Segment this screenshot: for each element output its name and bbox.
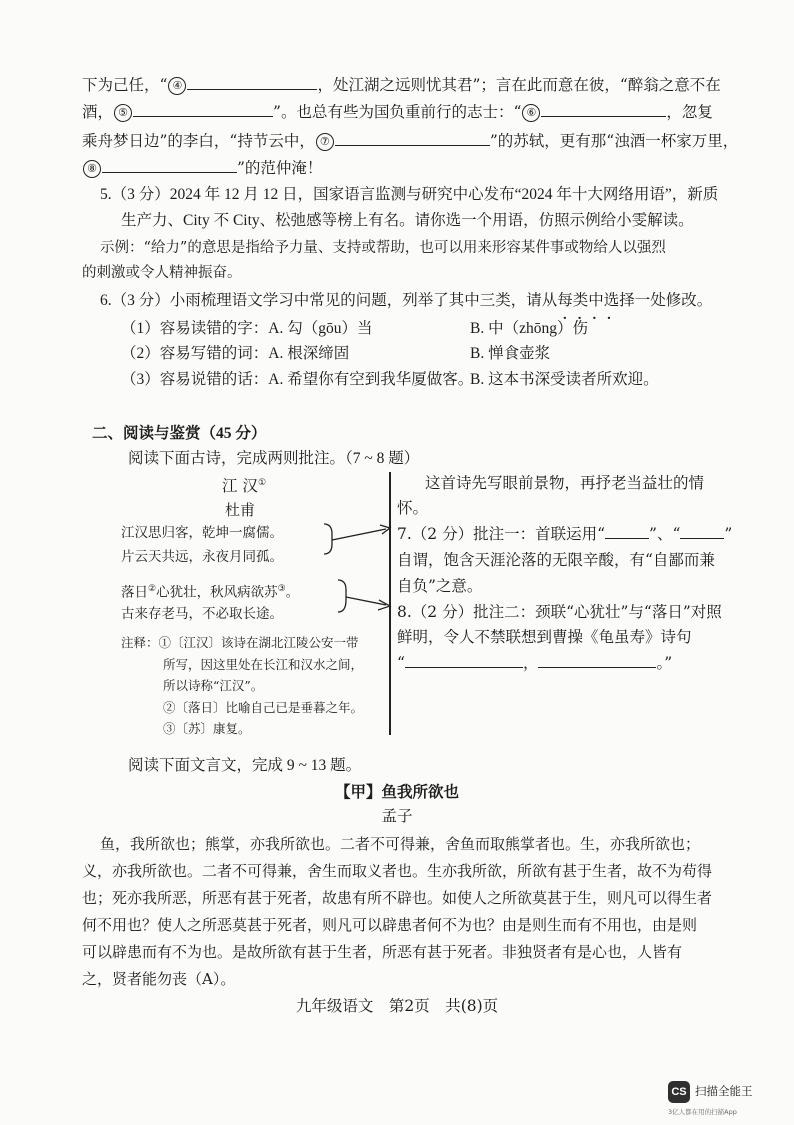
text: ”的苏轼，更有那“浊酒一杯家万里，: [489, 132, 739, 150]
text: “: [397, 654, 405, 672]
q6-row2-a: （2）容易写错的词：A. 根深缔固: [121, 345, 350, 362]
text: 乘舟梦日边”的李白，“持节云中，: [82, 132, 315, 150]
bracket-arrows: [320, 520, 400, 630]
annotation-intro-1: 这首诗先写眼前景物，再抒老当益壮的情: [425, 474, 705, 492]
brace-1: [324, 524, 332, 554]
section-heading: 二、阅读与鉴赏（45 分）: [92, 425, 267, 442]
poem-title: [222, 474, 266, 496]
poem-line-3: [121, 578, 299, 604]
q7-blank-1[interactable]: [605, 524, 649, 539]
classical-p5: 可以辟患而有不为也。是故所欲有甚于生者，所恶有甚于死者。非独贤者有是心也，人皆有: [82, 943, 683, 961]
fill-line-4: [82, 157, 714, 179]
q7-line-2: 自谓，饱含天涯沦落的无限辛酸，有“自鄙而兼: [397, 551, 715, 569]
poem-note-2: ②〔落日〕比喻自己已是垂暮之年。: [163, 700, 364, 715]
blank-number-6: ⑥: [522, 104, 540, 122]
fill-line-3: [82, 130, 739, 152]
watermark-name: 扫描全能王: [695, 1084, 753, 1098]
q5-example-1: 示例：“给力”的意思是指给予力量、支持或帮助，也可以用来形容某件事或物给人以强烈: [100, 240, 666, 256]
footnote-mark: ①: [257, 477, 267, 488]
text: ，忽复: [666, 103, 713, 121]
text: 。: [285, 584, 300, 601]
text: 。”: [656, 654, 673, 672]
q7-blank-2[interactable]: [680, 524, 724, 539]
q8-line-3: [397, 650, 702, 677]
classical-intro: 阅读下面文言文，完成 9 ~ 13 题。: [128, 757, 362, 774]
q8-line-2: 鲜明，令人不禁联想到曹操《龟虽寿》诗句: [397, 628, 692, 646]
q5-example-2: 的刺激或令人精神振奋。: [82, 265, 242, 281]
scanner-watermark: [668, 1077, 780, 1119]
text: 心犹壮，秋风病欲苏: [156, 584, 278, 601]
camscanner-logo-icon: CS: [668, 1081, 690, 1103]
blank-8[interactable]: [102, 158, 237, 173]
classical-title: 【甲】鱼我所欲也: [334, 784, 459, 801]
blank-number-4: ④: [168, 77, 186, 95]
q6-row1-b: B. 中（zhōng）伤: [470, 320, 588, 337]
divider-line: [389, 472, 391, 735]
poem-author: 杜甫: [225, 501, 256, 519]
text: 7.（2 分）批注一：首联运用“: [397, 525, 606, 543]
poem-note-1c: 所以诗称“江汉”。: [163, 678, 264, 693]
blank-number-5: ⑤: [114, 104, 132, 122]
q6-row3-b: B. 这本书深受读者所欢迎。: [470, 371, 659, 388]
footnote-mark: ③: [277, 584, 286, 594]
q7-line-1: [397, 521, 733, 548]
text: ，: [522, 654, 539, 672]
q6-row3-a: （3）容易说错的话：A. 希望你有空到我华厦做客。: [121, 371, 474, 388]
emphasis-dots: ····: [562, 308, 621, 329]
annotation-intro-2: 怀。: [397, 499, 429, 517]
classical-p4: 何不用也？使人之所恶莫甚于死者，则凡可以辟患者何不为也？由是则生而有不用也，由是则: [82, 916, 698, 934]
blank-number-8: ⑧: [83, 160, 101, 178]
text: ，处江湖之远则忧其君”；言在此而意在彼，“醉翁之意不在: [317, 76, 721, 94]
fill-line-2: [82, 101, 714, 123]
page-footer: 九年级语文 第2页 共(8)页: [295, 997, 499, 1015]
poem-line-4: 古来存老马，不必取长途。: [121, 606, 283, 622]
blank-5[interactable]: [133, 102, 273, 117]
classical-p1: 鱼，我所欲也；熊掌，亦我所欲也。二者不可得兼，舍鱼而取熊掌者也。生，亦我所欲也；: [100, 835, 701, 853]
poem-note-1a: 注释：①〔江汉〕该诗在湖北江陵公安一带: [121, 635, 359, 650]
text: ”。也总有些为国负重前行的志士：“: [273, 103, 522, 121]
fill-line-1: [82, 74, 721, 96]
text: 酒，: [82, 103, 114, 121]
blank-6[interactable]: [541, 102, 666, 117]
poem-title-text: 江 汉: [222, 477, 258, 495]
classical-author: 孟子: [381, 808, 413, 825]
text: 落日: [121, 584, 148, 601]
classical-p3: 也；死亦我所恶，所恶有甚于死者，故患有所不辟也。如使人之所欲莫甚于生，则凡可以得生者: [82, 889, 713, 907]
text: 下为己任，“: [82, 76, 168, 94]
blank-7[interactable]: [335, 131, 490, 146]
classical-p2: 义，亦我所欲也。二者不可得兼，舍生而取义者也。生亦我所欲，所欲有甚于生者，故不为苟得: [82, 862, 713, 880]
poem-line-2: 片云天共远，永夜月同孤。: [121, 549, 283, 565]
q7-line-3: 自负”之意。: [397, 577, 483, 595]
brace-2: [338, 580, 346, 612]
q8-blank-1[interactable]: [405, 653, 523, 668]
poem-note-1b: 所写，因这里处在长江和汉水之间，: [163, 657, 364, 672]
text: ”: [724, 525, 733, 543]
blank-4[interactable]: [187, 75, 317, 90]
poem-line-1: 江汉思归客，乾坤一腐儒。: [121, 525, 283, 541]
q5-stem-2: 生产力、City 不 City、松弛感等榜上有名。请你选一个用语，仿照示例给小雯解读。: [121, 212, 694, 229]
q8-line-1: 8.（2 分）批注二：颈联“心犹壮”与“落日”对照: [397, 603, 722, 621]
q6-row1-a: （1）容易读错的字：A. 勾（gōu）当: [121, 320, 373, 337]
footnote-mark: ②: [148, 584, 157, 594]
arrow-line-1: [332, 529, 386, 540]
blank-number-7: ⑦: [316, 133, 334, 151]
watermark-tagline: 3亿人都在用的扫描App: [668, 1108, 737, 1116]
text: ”、“: [649, 525, 681, 543]
poem-note-3: ③〔苏〕康复。: [163, 721, 251, 736]
q6-row2-b: B. 惮食壶浆: [470, 345, 551, 362]
q8-blank-2[interactable]: [538, 653, 656, 668]
classical-p6: 之，贤者能勿丧（A）。: [82, 970, 236, 988]
q5-stem-1: 5.（3 分）2024 年 12 月 12 日，国家语言监测与研究中心发布“2024 年十大网络用语”，新质: [100, 186, 719, 203]
poem-intro: 阅读下面古诗，完成两则批注。（7 ~ 8 题）: [128, 450, 420, 467]
text: ”的范仲淹！: [237, 159, 323, 177]
q6-stem: 6.（3 分）小雨梳理语文学习中常见的问题，列举了其中三类，请从每类中选择一处修改。: [100, 292, 713, 309]
